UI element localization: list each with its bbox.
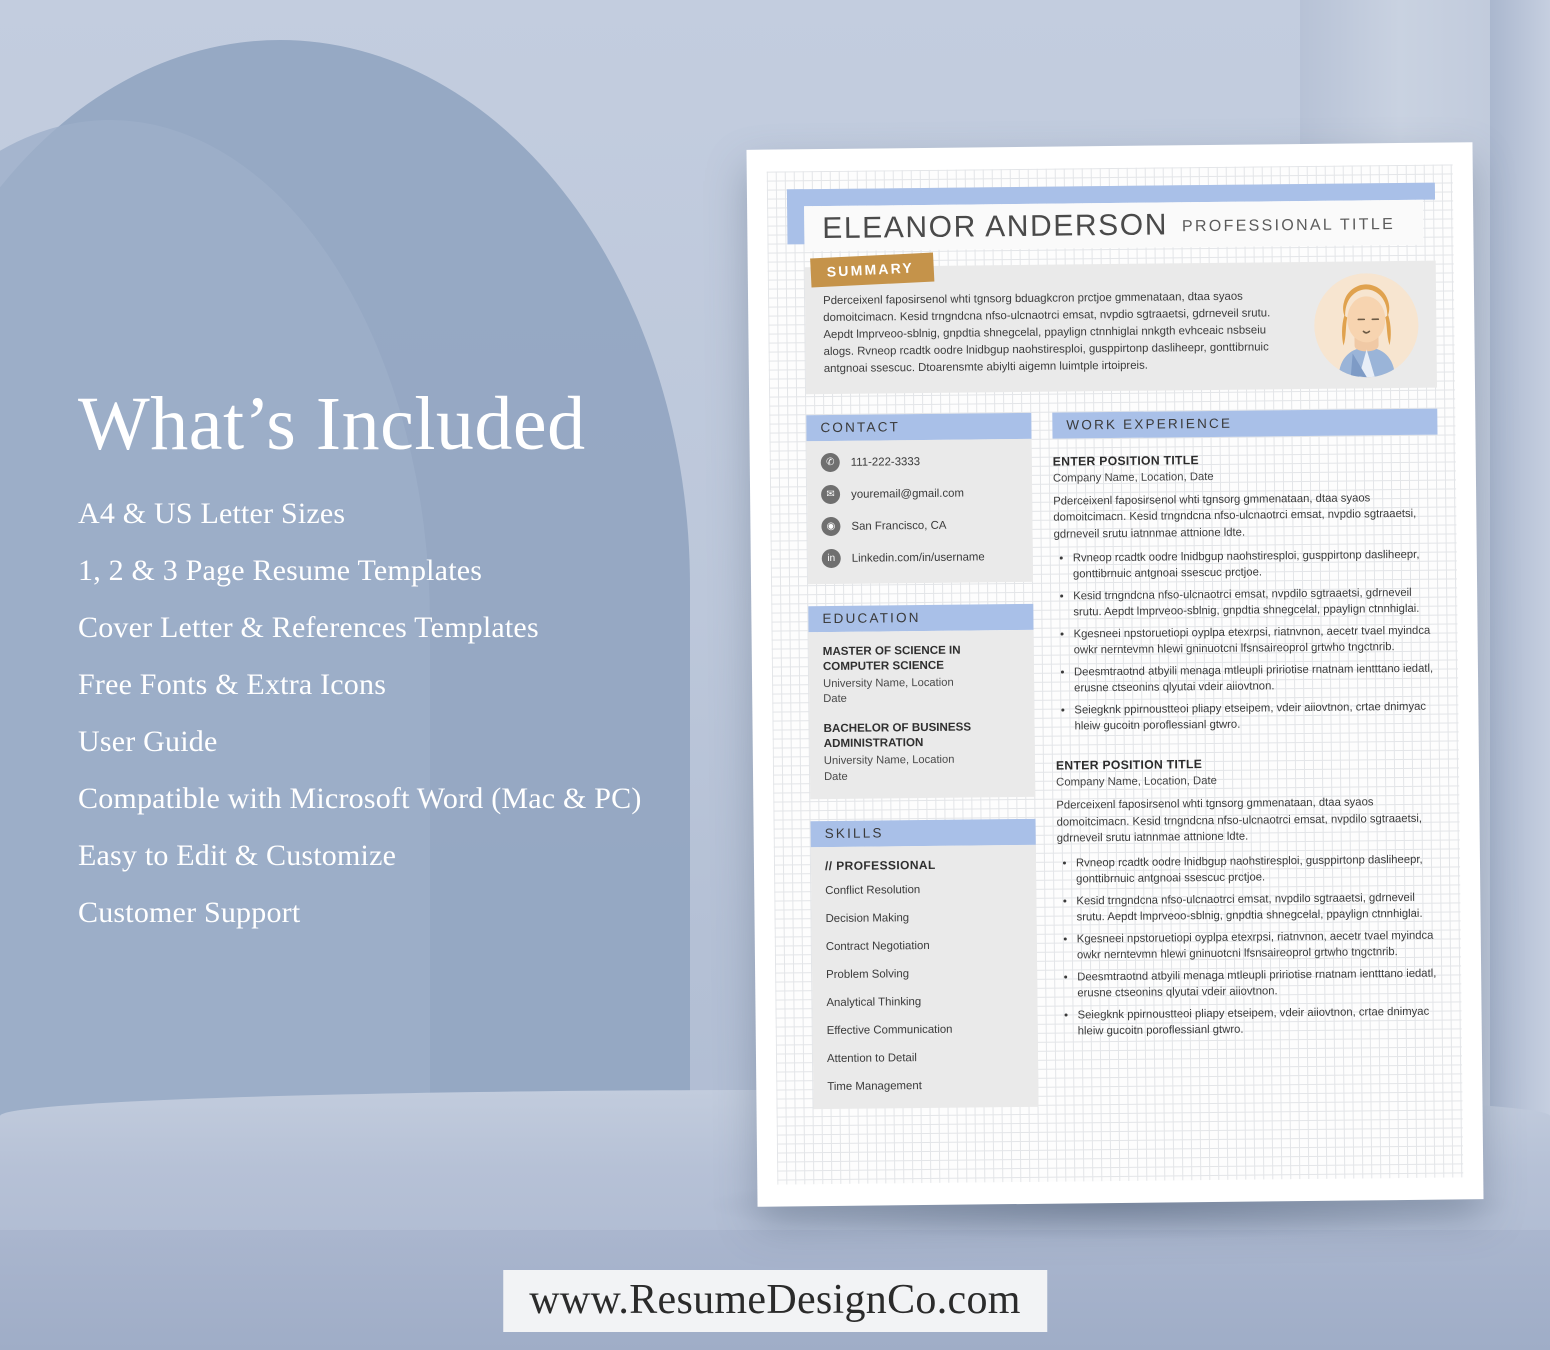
avatar <box>1314 273 1419 378</box>
education-panel <box>809 630 1036 799</box>
education-school: University Name, Location <box>823 676 954 691</box>
resume-header <box>787 183 1436 256</box>
job-bullet: • Kgesneei npstoruetiopi oyplpa etexrpsi, riatnvnon, aecetr tvael myindca owkr nerntevmn hlewi gninuotcni lfsnsaireoprol grtwho tngctnrib. <box>1077 927 1443 963</box>
skill-item: Decision Making <box>825 911 910 925</box>
job-description: Pderceixenl faposirsenol whti tgnsorg gmmenataan, dtaa syaos domoitcimacn. Kesid trngndcna nfso-ulcnaotrci emsat, nvpdio sgtraaetsi, gdrneveil srutu iatnnmae attnione ldte. <box>1053 492 1417 541</box>
education-item <box>823 642 1021 707</box>
job-title: ENTER POSITION TITLE <box>1055 757 1203 774</box>
skill-item: Time Management <box>827 1079 922 1093</box>
education-date: Date <box>823 693 847 706</box>
professional-title: PROFESSIONAL TITLE <box>1181 216 1396 236</box>
contact-row-location <box>821 515 1018 536</box>
contact-row-phone <box>821 451 1018 472</box>
skill-item: Effective Communication <box>826 1023 953 1037</box>
job-bullet: • Seiegknk ppirnoustteoi pliapy etseipem, vdeir aiiovtnon, crtae dnimyac hleiw gucoitn poroflessianl gtwro. <box>1074 699 1440 735</box>
list-item: User Guide <box>78 724 218 758</box>
job-bullet: • Rvneop rcadtk oodre lnidbgup naohstiresploi, gusppirtonp dasliheepr, gonttibrnuic antgnoai ssescuc prctjoe. <box>1076 851 1442 887</box>
job-title: ENTER POSITION TITLE <box>1052 453 1200 469</box>
list-item: A4 & US Letter Sizes <box>78 496 346 530</box>
job-description: Pderceixenl faposirsenol whti tgnsorg gmmenataan, dtaa syaos domoitcimacn. Kesid trngndcna nfso-ulcnaotrci emsat, nvpdilo sgtraaetsi, gdrneveil srutu iatnnmae attnione ldte. <box>1056 796 1423 845</box>
skill-item: Problem Solving <box>826 967 910 981</box>
candidate-name: ELEANOR ANDERSON <box>822 207 1169 245</box>
job-bullet: • Rvneop rcadtk oodre lnidbgup naohstiresploi, gusppirtonp dasliheepr, gonttibrnuic antgnoai ssescuc prctjoe. <box>1073 547 1439 583</box>
resume-page <box>746 142 1483 1207</box>
list-item: Customer Support <box>78 895 301 929</box>
summary-ribbon-label: SUMMARY <box>810 253 934 288</box>
job-bullet-list <box>1057 851 1444 1039</box>
job-bullet: • Kesid trngndcna nfso-ulcnaotrci emsat, nvpdilo sgtraaetsi, gdrneveil srutu. Aepdt lmprveoo-sblnig, gnpdtia shnegcelal, ppaylign ctnnhiglai. <box>1073 585 1439 621</box>
job-bullet-list <box>1054 547 1441 735</box>
list-item: Free Fonts & Extra Icons <box>78 667 387 701</box>
job-bullet: • Kgesneei npstoruetiopi oyplpa etexrpsi, riatnvnon, aecetr tvael myindca owkr nerntevmn hlewi gninuotcni lfsnsaireoprol grtwho tngctnrib. <box>1073 623 1439 659</box>
skill-item: Analytical Thinking <box>826 995 922 1009</box>
header-name-row <box>804 200 1423 251</box>
contact-panel <box>807 439 1033 584</box>
summary-section <box>805 261 1437 395</box>
contact-row-linkedin <box>822 547 1019 568</box>
promo-block <box>78 382 758 955</box>
header-accent-tab <box>787 189 805 244</box>
skill-item: Conflict Resolution <box>825 883 921 897</box>
resume-page-inner <box>767 164 1464 1184</box>
list-item: Easy to Edit & Customize <box>78 838 397 872</box>
section-heading-skills: SKILLS <box>811 819 1036 847</box>
contact-email: youremail@gmail.com <box>851 487 965 501</box>
job-meta: Company Name, Location, Date <box>1052 470 1214 485</box>
list-item: Cover Letter & References Templates <box>78 610 539 644</box>
page-title: What’s Included <box>78 382 586 466</box>
education-item <box>823 719 1021 784</box>
location-icon: ◉ <box>821 517 840 536</box>
skills-subheading: // PROFESSIONAL <box>824 857 936 873</box>
skill-item: Contract Negotiation <box>825 939 930 953</box>
job-bullet: • Deesmtraotnd atbyili menaga mtleupli pririotise rnatnam ientttano iedatl, erusne ctseonins qlyutai vdeir aiiovtnon. <box>1077 965 1443 1001</box>
website-url[interactable]: www.ResumeDesignCo.com <box>503 1270 1047 1332</box>
education-date: Date <box>823 770 848 783</box>
section-heading-work-experience: WORK EXPERIENCE <box>1052 409 1437 439</box>
section-heading-education: EDUCATION <box>808 604 1033 632</box>
job-bullet: • Deesmtraotnd atbyili menaga mtleupli pririotise rnatnam ientttano iedatl, erusne ctseonins qlyutai vdeir aiiovtnon. <box>1074 661 1440 697</box>
contact-linkedin: Linkedin.com/in/username <box>851 550 985 565</box>
list-item: 1, 2 & 3 Page Resume Templates <box>78 553 483 587</box>
summary-text: Pderceixenl faposirsenol whti tgnsorg bduagkcron prctjoe gmmenataan, dtaa syaos domoitcimacn. Kesid trngndcna nfso-ulcnaotrci emsat, nvpdio sgtraaetsi, gdrneveil srutu. Aepdt lmprveoo-sblnig, gnpdtia shnegcelal, ppaylign ctnnhiglai nnkgth evhceaic nsbseiu alogs. Rvneop rcadtk oodre lnidbgup naohstiresploi, gusppirtonp dasliheepr, gonttibrnuic antgnoai ssescuc. Dtoarensmte abiylti aigemn luimtple irtoipreis. <box>823 290 1271 375</box>
education-school: University Name, Location <box>823 754 955 768</box>
feature-list <box>78 496 758 929</box>
contact-location: San Francisco, CA <box>851 519 947 533</box>
email-icon: ✉ <box>821 485 840 504</box>
education-degree: BACHELOR OF BUSINESS ADMINISTRATION <box>823 720 972 751</box>
job-bullet: • Kesid trngndcna nfso-ulcnaotrci emsat, nvpdilo sgtraaetsi, gdrneveil srutu. Aepdt lmprveoo-sblnig, gnpdtia shnegcelal, ppaylign ctnnhiglai. <box>1076 889 1442 925</box>
section-heading-contact: CONTACT <box>806 413 1031 441</box>
background-right-edge <box>1490 0 1550 1130</box>
education-degree: MASTER OF SCIENCE IN COMPUTER SCIENCE <box>822 643 961 674</box>
contact-row-email <box>821 483 1018 504</box>
job-meta: Company Name, Location, Date <box>1056 775 1217 790</box>
work-experience-item <box>1053 451 1441 735</box>
contact-phone: 111-222-3333 <box>850 455 921 469</box>
work-experience-item <box>1056 755 1444 1039</box>
job-bullet: • Seiegknk ppirnoustteoi pliapy etseipem, vdeir aiiovtnon, crtae dnimyac hleiw gucoitn poroflessianl gtwro. <box>1077 1003 1443 1039</box>
phone-icon: ✆ <box>821 453 840 472</box>
linkedin-icon: in <box>822 549 841 568</box>
skill-item: Attention to Detail <box>826 1051 917 1065</box>
skills-panel <box>811 845 1039 1109</box>
list-item: Compatible with Microsoft Word (Mac & PC) <box>78 781 642 815</box>
resume-left-column <box>806 413 1038 1109</box>
resume-right-column <box>1052 409 1444 1060</box>
